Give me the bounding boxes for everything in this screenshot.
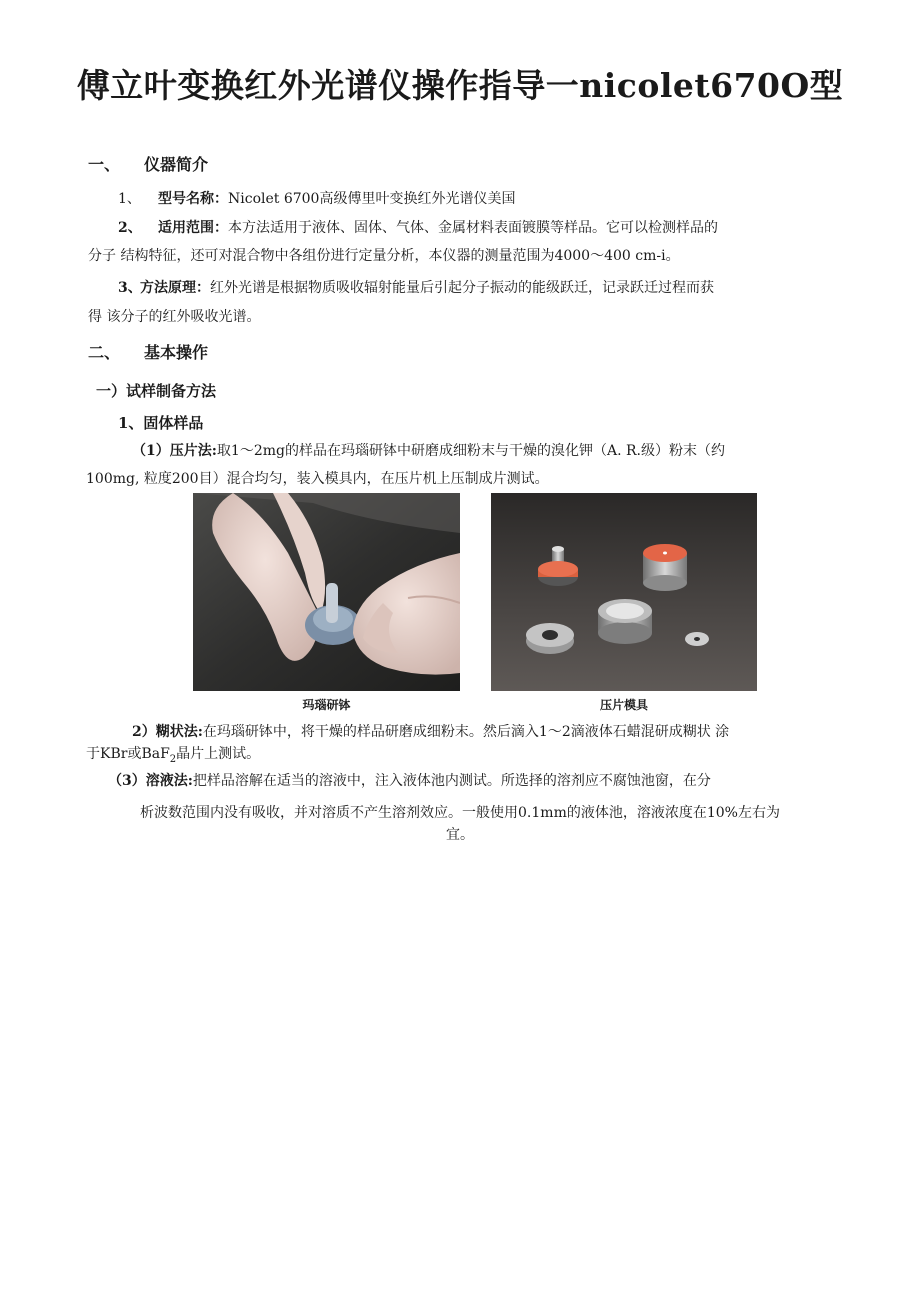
method-text: 在玛瑙研钵中，将干燥的样品研磨成细粉末。然后滴入1〜2滴液体石蜡混研成糊状 涂 <box>202 724 730 740</box>
item-text: Nicolet 6700高级傅里叶变换红外光谱仪美国 <box>228 191 516 207</box>
agate-mortar-photo <box>193 493 460 691</box>
pellet-die-illustration <box>491 493 757 691</box>
section-title: 基本操作 <box>144 343 209 362</box>
section-heading-2 <box>88 340 208 363</box>
item-key: 方法原理： <box>140 280 210 296</box>
method-text: 晶片上测试。 <box>176 746 261 762</box>
section-number: 二、 <box>88 343 121 362</box>
item-text: 红外光谱是根据物质吸收辐射能量后引起分子振动的能级跃迁，记录跃迁过程而获 <box>210 280 714 296</box>
caption-pellet-die: 压片模具 <box>599 698 648 712</box>
section-number: 一、 <box>88 155 121 174</box>
item-key: 适用范围： <box>158 220 228 236</box>
caption-agate-mortar: 玛瑙研钵 <box>302 698 351 712</box>
subheading-sample-prep: 一）试样制备方法 <box>96 382 217 400</box>
item-text: 本方法适用于液体、固体、气体、金属材料表面镀膜等样品。它可以检测样品的 <box>228 220 718 236</box>
intro-item-principle-line2: 得 该分子的红外吸收光谱。 <box>88 309 261 325</box>
method-text: 于KBr或BaF <box>86 746 170 762</box>
intro-item-scope-line1 <box>118 215 718 241</box>
method-solution-line2: 析波数范围内没有吸收，并对溶质不产生溶剂效应。一般使用0.1mm的液体池，溶液浓度在10%左右为 <box>140 805 780 821</box>
intro-item-scope-line2: 分子 结构特征，还可对混合物中各组份进行定量分析，本仪器的测量范围为4000〜400 cm-i。 <box>88 248 680 264</box>
section-heading-1 <box>88 152 208 175</box>
item-number: 1、 <box>118 191 141 207</box>
item-number: 2、 <box>118 220 142 236</box>
method-text: 把样品溶解在适当的溶液中，注入液体池内测试。所选择的溶剂应不腐蚀池窗，在分 <box>192 773 711 789</box>
method-key: 2）糊状法: <box>132 724 203 740</box>
pellet-die-photo <box>491 493 757 691</box>
method-solution-line1 <box>108 768 711 794</box>
item-key: 型号名称： <box>158 191 228 207</box>
item-number: 3、 <box>118 280 142 296</box>
section-title: 仪器简介 <box>144 155 209 174</box>
method-pellet-line2: 100mg, 粒度200目）混合均匀，装入模具内，在压片机上压制成片测试。 <box>86 471 549 487</box>
hands-mortar-illustration <box>193 493 460 691</box>
method-key: （1）压片法: <box>132 443 217 459</box>
subscript: 2 <box>169 753 177 765</box>
method-text: 取1〜2mg的样品在玛瑙研钵中研磨成细粉末与干燥的溴化钾（A. R.级）粉末（约 <box>216 443 725 459</box>
method-solution-line3: 宜。 <box>446 827 474 843</box>
method-key: （3）溶液法: <box>108 773 193 789</box>
subheading-solid-sample: 1、固体样品 <box>118 414 204 432</box>
method-pellet-line1 <box>132 438 725 464</box>
page-title: 傅立叶变换红外光谱仪操作指导一nicolet670O型 <box>76 66 844 105</box>
intro-item-model <box>118 186 515 212</box>
intro-item-principle-line1 <box>118 275 714 301</box>
